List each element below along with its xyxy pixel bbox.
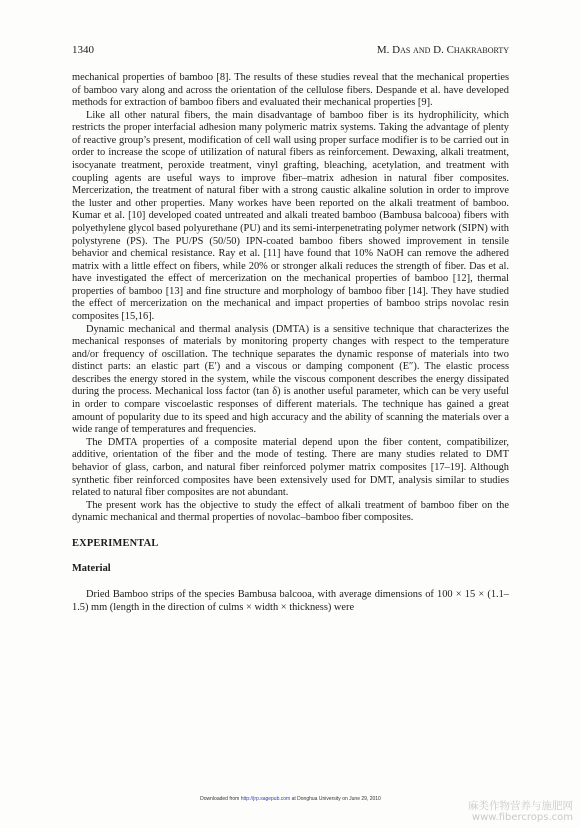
- footer-suffix: at Donghua University on June 29, 2010: [291, 796, 381, 802]
- subsection-heading-material: Material: [72, 563, 111, 575]
- article-body: [72, 72, 509, 614]
- watermark-line-1: 麻类作物营养与施肥网: [468, 800, 573, 812]
- watermark: [468, 800, 573, 824]
- watermark-line-2: www.fibercrops.com: [471, 812, 573, 823]
- running-header: [72, 44, 509, 58]
- page-number: 1340: [72, 44, 94, 56]
- paragraph-2: Like all other natural fibers, the main disadvantage of bamboo fiber is its hydrophilicity, which restricts the proper interfacial adhesion many polymeric matrix systems. Taking the advantage of plenty of reactive group’s present, modification of cell wall using proper surface modifier is to be carried out in order to increase the scope of utilization of natural fibers as reinforcement. Dewaxing, alkali treatment, isocyanate treatment, peroxide treatment, vinyl grafting, bleaching, acetylation, and treatment with coupling agents are useful ways to improve fiber–matrix adhesion in natural fiber composites. Mercerization, the treatment of natural fiber with a strong caustic alkaline solution in order to improve the luster and other properties. Many workes have been reported on the alkali treatment of bamboo. Kumar et al. [10] developed coated untreated and alkali treated bamboo (Bambusa balcooa) fibers with polyethylene glycol based polyurethane (PU) and its semi-interpenetrating polymer network (SIPN) with polystyrene (PS). The PU/PS (50/50) IPN-coated bamboo fibers showed improvement in tensile behavior and chemical resistance. Ray et al. [11] have found that 10% NaOH can remove the adhered matrix with a little effect on fibers, while 20% or stronger alkali reduces the strength of fiber. Das et al. have investigated the effect of mercerization on the mechanical properties of bamboo [12], thermal properties of bamboo [13] and fine structure and morphology of bamboo fiber [14]. They have studied the effect of mercerization on the mechanical and impact properties of bamboo strips novolac resin composites [15,16].: [72, 109, 509, 322]
- paragraph-1: mechanical properties of bamboo [8]. The results of these studies reveal that the mechanical properties of bamboo vary along and across the orientation of the cellulose fibers. Despande et al. have developed methods for extraction of bamboo fibers and evaluated their mechanical properties [9].: [72, 72, 509, 109]
- paragraph-3: Dynamic mechanical and thermal analysis (DMTA) is a sensitive technique that characterizes the mechanical responses of materials by monitoring property changes with respect to the temperature and/or frequency of oscillation. The technique separates the dynamic response of materials into two distinct parts: an elastic part (E′) and a viscous or damping component (E″). The elastic process describes the energy stored in the system, while the viscous component describes the energy dissipated during the process. Mechanical loss factor (tan δ) is another useful parameter, which can be very useful in order to compare viscoelastic responses of different materials. The technique has gained a great amount of popularity due to its speed and high accuracy and the ability of scanning the materials over a wide range of temperatures and frequencies.: [72, 323, 509, 436]
- section-heading-experimental: EXPERIMENTAL: [72, 537, 159, 549]
- running-head-authors: M. Das and D. Chakraborty: [376, 44, 509, 56]
- paragraph-5: The present work has the objective to study the effect of alkali treatment of bamboo fiber on the dynamic mechanical and thermal properties of novolac–bamboo fiber composites.: [72, 499, 509, 524]
- footer-link[interactable]: http://jrp.sagepub.com: [240, 796, 291, 802]
- footer-prefix: Downloaded from: [200, 796, 240, 802]
- paragraph-4: The DMTA properties of a composite material depend upon the fiber content, compatibilizer, additive, orientation of the fiber and the mode of testing. There are many studies related to DMT behavior of glass, carbon, and natural fiber reinforced polymer matrix composites [17–19]. Although synthetic fiber reinforced composites have been extensively used for DMT, analysis similar to studies related to natural fiber composites are not abundant.: [72, 436, 509, 499]
- paragraph-material: Dried Bamboo strips of the species Bambusa balcooa, with average dimensions of 100 × 15 × (1.1–1.5) mm (length in the direction of culms × width × thickness) were: [72, 588, 509, 613]
